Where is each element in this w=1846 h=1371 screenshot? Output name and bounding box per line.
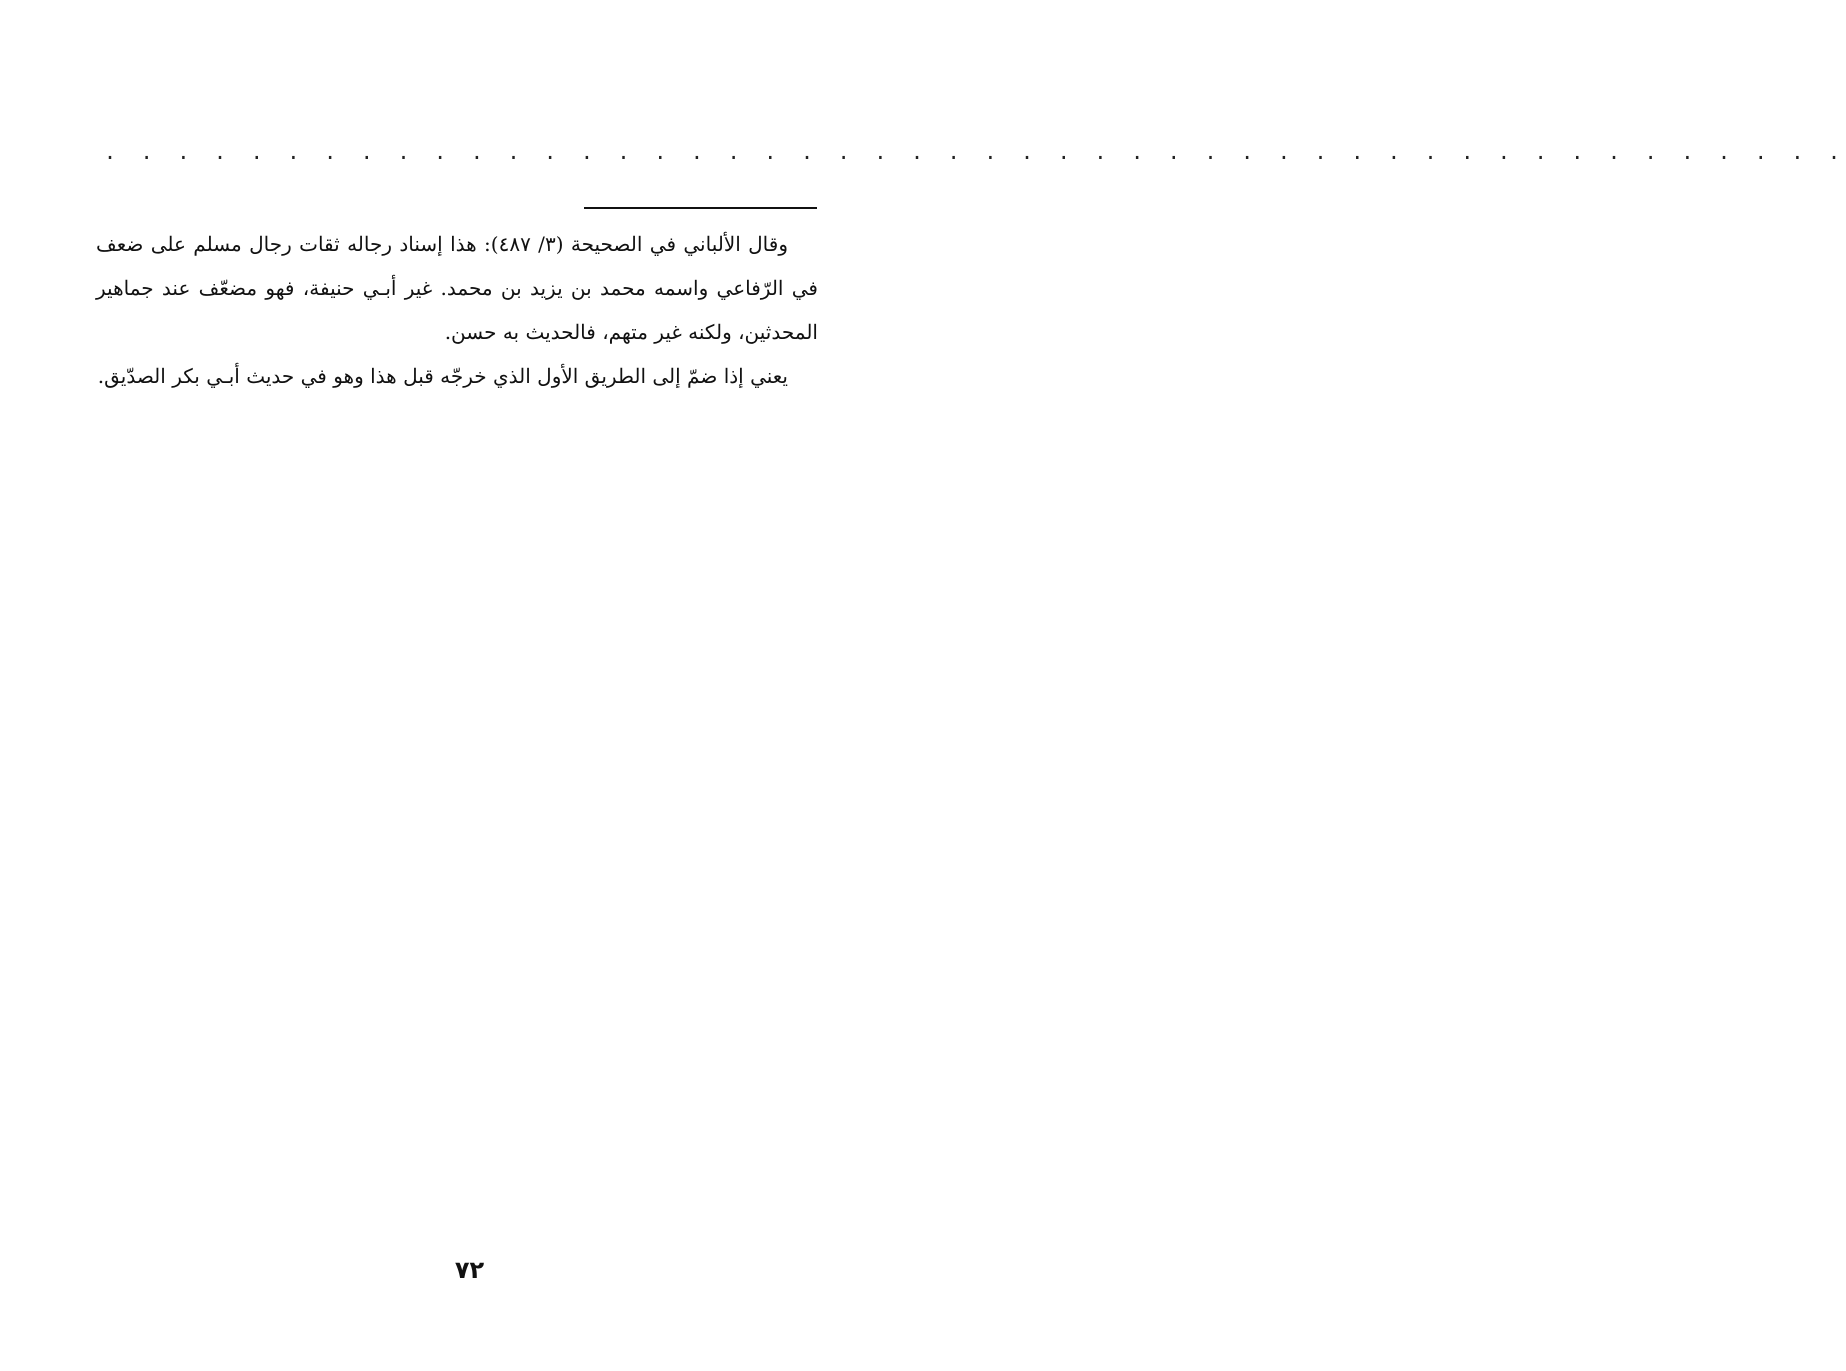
paragraph: يعني إذا ضمّ إلى الطريق الأول الذي خرجّه قبل هذا وهو في حديث أبـي بكر الصدّيق.	[97, 364, 788, 388]
footnote-text	[96, 222, 818, 398]
dotted-separator: . . . . . . . . . . . . . . . . . . . . . . . . . . . . . . . . . . . . . . . . . . . . . . . .	[104, 140, 1846, 164]
page-number: ٧٢	[454, 1256, 485, 1284]
footnote-rule	[584, 207, 817, 209]
paragraph: وقال الألباني في الصحيحة (٣/ ٤٨٧): هذا إسناد رجاله ثقات رجال مسلم على ضعف في الرّفاعي واسمه محمد بن يزيد بن محمد. غير أبـي حنيفة، فهو مضعّف عند جماهير المحدثين، ولكنه غير متهم، فالحديث به حسن.	[96, 232, 818, 344]
